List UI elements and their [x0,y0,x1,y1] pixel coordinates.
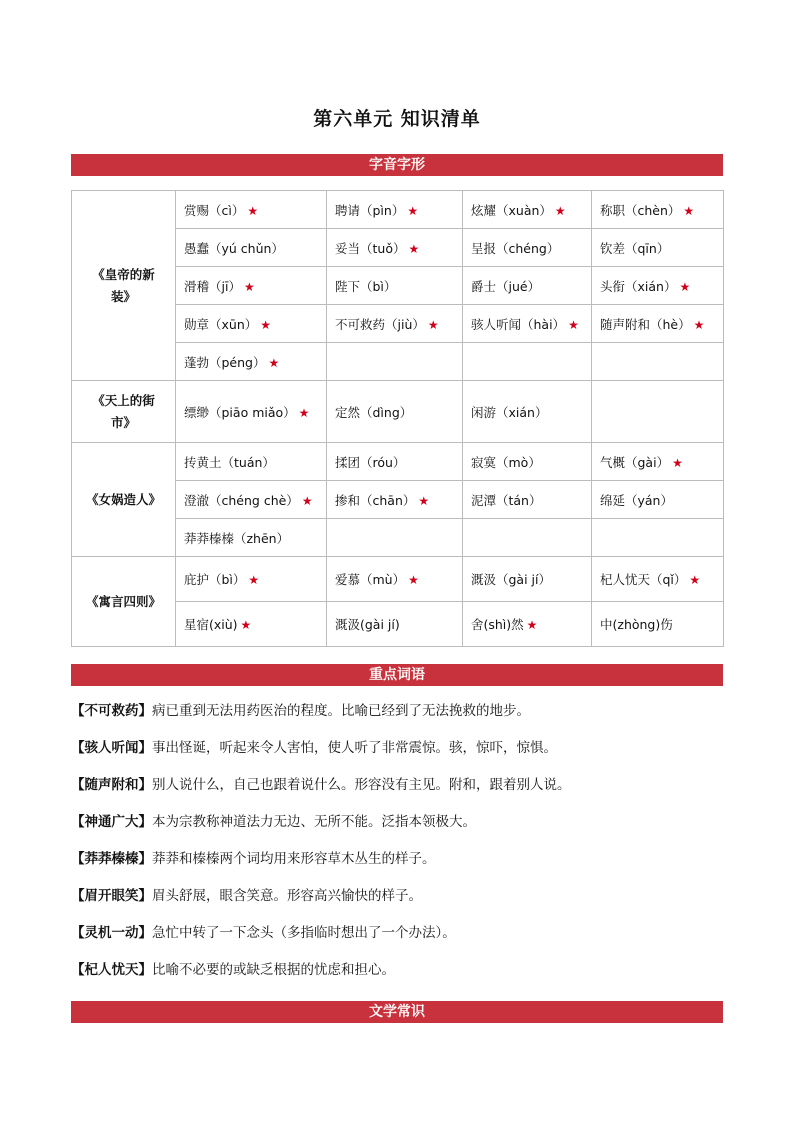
term-item [71,848,723,885]
vocab-cell [592,267,724,305]
term-item [71,700,723,737]
vocab-cell [176,229,327,267]
vocab-word: 不可救药（jiù） [335,316,425,332]
vocab-cell [327,557,463,602]
vocab-cell [592,229,724,267]
vocab-cell [463,381,592,443]
star-icon: ★ [268,355,280,370]
star-icon: ★ [301,493,313,508]
term-name: 【杞人忧天】 [71,962,152,978]
term-item [71,959,723,996]
vocab-cell [176,557,327,602]
star-icon: ★ [554,203,566,218]
star-icon: ★ [568,317,579,332]
term-definition: 病已重到无法用药医治的程度。比喻已经到了无法挽救的地步。 [152,703,530,719]
vocab-cell [463,267,592,305]
vocab-cell [327,305,463,343]
vocab-cell [592,481,724,519]
vocab-cell [592,557,724,602]
term-name: 【灵机一动】 [71,925,152,941]
vocab-cell [176,481,327,519]
term-item [71,885,723,922]
vocab-word: 杞人忧天（qǐ） [600,572,687,587]
term-list [71,700,723,996]
term-item [71,774,723,811]
star-icon: ★ [526,618,538,632]
vocab-word: 骇人听闻（hài） [471,316,566,332]
vocab-cell [176,191,327,229]
term-name: 【不可救药】 [71,703,152,719]
vocab-cell [327,602,463,647]
section-header-words: 重点词语 [71,664,723,686]
vocab-cell [463,343,592,381]
vocab-cell [176,343,327,381]
vocab-cell [463,229,592,267]
vocab-word: 气概（gài） [600,454,670,470]
term-name: 【骇人听闻】 [71,740,152,756]
section-header-char: 字音字形 [71,154,723,176]
term-definition: 比喻不必要的或缺乏根据的忧虑和担心。 [152,962,395,978]
vocab-cell [327,267,463,305]
vocab-word: 抟黄土（tuán） [184,454,275,470]
vocab-word: 聘请（pìn） [335,202,405,218]
lesson-title: 《女娲造人》 [72,443,176,557]
table-row [72,381,724,443]
term-name: 【莽莽榛榛】 [71,851,152,867]
vocab-word: 称职（chèn） [600,202,681,218]
vocab-cell [592,602,724,647]
vocab-cell [176,381,327,443]
vocab-word: 庇护（bì） [184,572,246,587]
star-icon: ★ [408,241,420,256]
star-icon: ★ [689,573,701,587]
vocab-word: 滑稽（jī） [184,278,241,294]
vocab-word: 溉汲(gài jí) [335,617,400,632]
table-row [72,557,724,602]
page-title: 第六单元 知识清单 [313,108,481,130]
vocab-cell [463,557,592,602]
vocab-word: 爵士（jué） [471,278,541,294]
star-icon: ★ [298,405,310,420]
vocab-cell [176,267,327,305]
vocab-cell [176,519,327,557]
star-icon: ★ [693,317,705,332]
vocab-cell [176,602,327,647]
lesson-title: 《天上的街市》 [72,381,176,443]
star-icon: ★ [418,493,430,508]
vocab-word: 勋章（xūn） [184,316,258,332]
term-item [71,922,723,959]
vocab-cell [327,381,463,443]
vocab-word: 溉汲（gài jí） [471,572,551,587]
star-icon: ★ [248,573,260,587]
vocab-word: 舍(shì)然 [471,617,524,632]
vocab-word: 陛下（bì） [335,278,397,294]
vocab-cell [327,481,463,519]
vocab-cell [176,443,327,481]
term-name: 【眉开眼笑】 [71,888,152,904]
term-definition: 事出怪诞，听起来令人害怕，使人听了非常震惊。骇，惊吓，惊惧。 [152,740,557,756]
vocab-cell [463,602,592,647]
vocab-cell [463,191,592,229]
section-header-literature: 文学常识 [71,1001,723,1023]
term-definition: 莽莽和榛榛两个词均用来形容草木丛生的样子。 [152,851,436,867]
vocab-word: 定然（dìng） [335,404,413,420]
vocab-word: 澄澈（chéng chè） [184,492,299,508]
star-icon: ★ [240,618,252,632]
star-icon: ★ [683,203,695,218]
vocab-cell [327,519,463,557]
vocab-cell [327,443,463,481]
term-definition: 急忙中转了一下念头（多指临时想出了一个办法）。 [152,925,456,941]
vocab-word: 钦差（qīn） [600,240,670,256]
vocab-word: 头衔（xián） [600,278,677,294]
star-icon: ★ [247,203,259,218]
vocab-cell [592,519,724,557]
vocab-cell [592,343,724,381]
star-icon: ★ [408,573,419,587]
vocab-word: 绵延（yán） [600,492,673,508]
vocab-cell [327,229,463,267]
vocab-word: 揉团（róu） [335,454,406,470]
star-icon: ★ [427,317,439,332]
vocab-table [71,190,724,647]
vocab-cell [592,305,724,343]
vocab-word: 蓬勃（péng） [184,354,266,370]
table-row [72,443,724,481]
star-icon: ★ [679,279,691,294]
vocab-cell [327,191,463,229]
table-row [72,191,724,229]
vocab-cell [592,191,724,229]
vocab-word: 寂寞（mò） [471,454,541,470]
vocab-word: 缥缈（piāo miǎo） [184,404,296,420]
vocab-cell [592,381,724,443]
term-name: 【随声附和】 [71,777,152,793]
vocab-cell [592,443,724,481]
vocab-word: 掺和（chān） [335,492,416,508]
term-item [71,737,723,774]
vocab-word: 愚蠢（yú chǔn） [184,240,284,256]
term-name: 【神通广大】 [71,814,152,830]
star-icon: ★ [260,317,272,332]
term-definition: 别人说什么，自己也跟着说什么。形容没有主见。附和，跟着别人说。 [152,777,571,793]
vocab-word: 星宿(xiù) [184,617,238,632]
vocab-cell [463,481,592,519]
vocab-cell [463,305,592,343]
vocab-word: 随声附和（hè） [600,316,691,332]
term-definition: 本为宗教称神道法力无边、无所不能。泛指本领极大。 [152,814,476,830]
vocab-word: 炫耀（xuàn） [471,202,552,218]
vocab-cell [327,343,463,381]
vocab-word: 赏赐（cì） [184,202,245,218]
vocab-word: 中(zhòng)伤 [600,617,673,632]
vocab-word: 呈报（chéng） [471,240,560,256]
vocab-word: 妥当（tuǒ） [335,240,406,256]
star-icon: ★ [672,455,683,470]
vocab-cell [463,443,592,481]
vocab-cell [463,519,592,557]
term-item [71,811,723,848]
vocab-word: 泥潭（tán） [471,492,542,508]
vocab-word: 闲游（xián） [471,404,548,420]
star-icon: ★ [243,279,255,294]
vocab-word: 爱慕（mù） [335,572,406,587]
term-definition: 眉头舒展，眼含笑意。形容高兴愉快的样子。 [152,888,422,904]
lesson-title: 《皇帝的新装》 [72,191,176,381]
star-icon: ★ [407,203,419,218]
vocab-cell [176,305,327,343]
lesson-title: 《寓言四则》 [72,557,176,647]
vocab-word: 莽莽榛榛（zhēn） [184,530,290,546]
